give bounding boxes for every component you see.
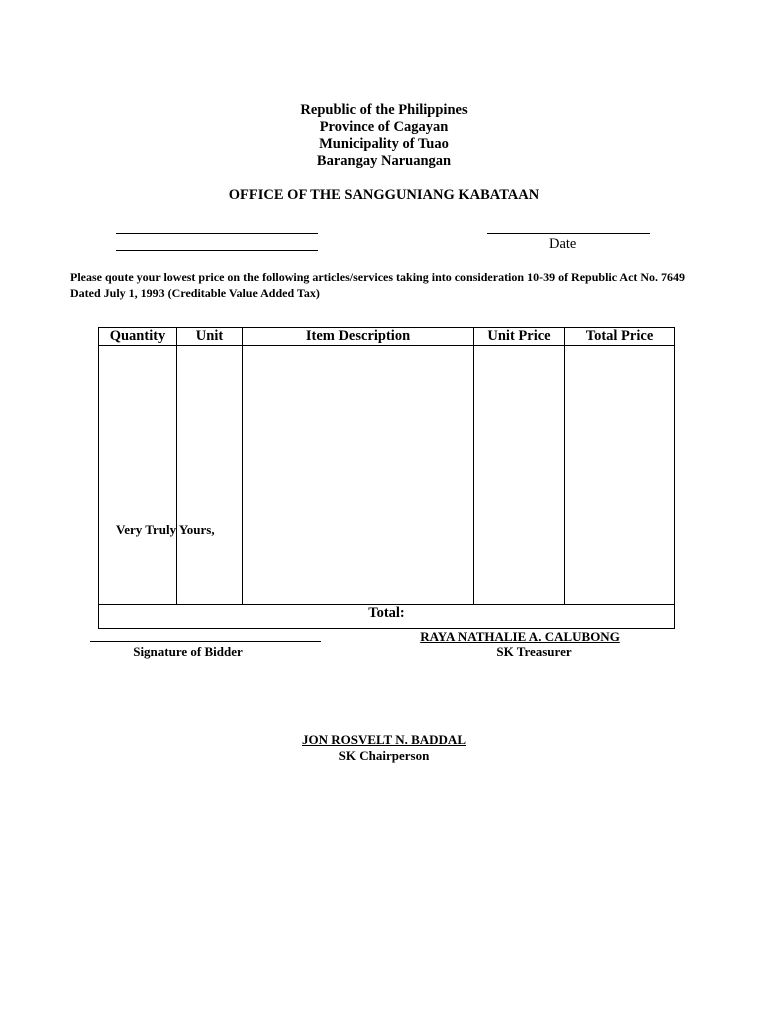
bidder-signature-caption: Signature of Bidder (133, 644, 243, 659)
date-line (487, 233, 650, 234)
col-quantity-header: Quantity (99, 328, 177, 346)
chairperson-name: JON ROSVELT N. BADDAL (302, 732, 466, 747)
unit-price-cell[interactable] (474, 346, 565, 605)
item-description-cell[interactable] (243, 346, 474, 605)
blank-line-bottom-left (116, 250, 318, 251)
treasurer-title: SK Treasurer (496, 644, 572, 659)
office-title: OFFICE OF THE SANGGUNIANG KABATAAN (228, 187, 540, 203)
col-unit-header: Unit (177, 328, 243, 346)
table-body-row (99, 346, 675, 605)
bidder-signature-line (90, 641, 321, 642)
chairperson-title: SK Chairperson (338, 748, 430, 763)
total-label: Total: (99, 605, 675, 629)
total-price-cell[interactable] (565, 346, 675, 605)
col-item-description-header: Item Description (243, 328, 474, 346)
unit-cell[interactable] (177, 346, 243, 605)
closing-text: Very Truly Yours, (116, 522, 215, 537)
blank-line-top-left (116, 233, 318, 234)
table-total-row (99, 605, 675, 629)
quantity-cell[interactable] (99, 346, 177, 605)
header-province: Province of Cagayan (319, 119, 449, 135)
table-header-row (99, 328, 675, 346)
header-barangay: Barangay Naruangan (316, 153, 452, 169)
header-municipality: Municipality of Tuao (319, 136, 449, 152)
col-total-price-header: Total Price (565, 328, 675, 346)
treasurer-name: RAYA NATHALIE A. CALUBONG (420, 629, 620, 644)
request-text: Please qoute your lowest price on the following articles/services taking into consideration 10-39 of Republic Act No. 7649 Dated July 1, 1993 (Creditable Value Added Tax) (70, 270, 686, 300)
header-republic: Republic of the Philippines (300, 102, 468, 118)
quotation-table (98, 327, 675, 629)
col-unit-price-header: Unit Price (474, 328, 565, 346)
date-label: Date (549, 236, 577, 252)
